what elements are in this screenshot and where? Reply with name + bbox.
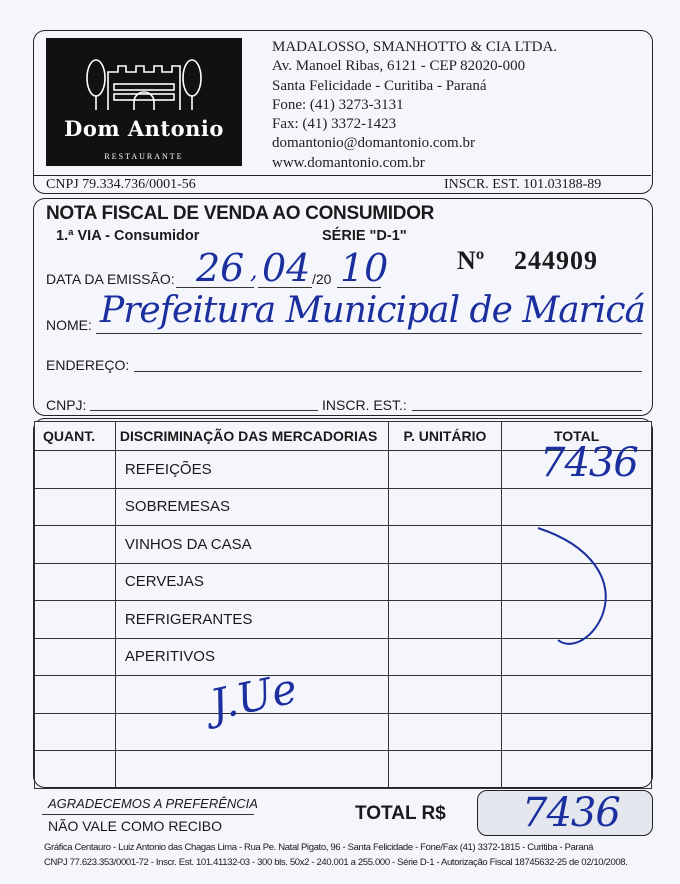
logo-name: Dom Antonio — [64, 116, 224, 141]
header-total: TOTAL — [502, 422, 652, 451]
header-description: DISCRIMINAÇÃO DAS MERCADORIAS — [115, 422, 389, 451]
item-description: CERVEJAS — [115, 563, 389, 601]
invoice-number: 244909 — [514, 246, 598, 275]
date-label: DATA DA EMISSÃO: — [46, 271, 175, 287]
company-web: www.domantonio.com.br — [272, 154, 425, 171]
footer-divider — [42, 814, 254, 815]
company-address: Av. Manoel Ribas, 6121 - CEP 82020-000 — [272, 58, 526, 75]
item-description: VINHOS DA CASA — [115, 526, 389, 564]
company-info — [272, 38, 557, 173]
table-row — [35, 751, 652, 789]
item-description: REFRIGERANTES — [115, 601, 389, 639]
item-description: REFEIÇÕES — [115, 451, 389, 489]
cnpj-line — [90, 410, 318, 411]
item-description: APERITIVOS — [115, 638, 389, 676]
company-phone: Fone: (41) 3273-3131 — [272, 96, 404, 113]
company-inscr: INSCR. EST. 101.03188-89 — [444, 177, 602, 192]
address-label: ENDEREÇO: — [46, 357, 130, 373]
printer-line-2: CNPJ 77.623.353/0001-72 - Inscr. Est. 101.41132-03 - 300 bls. 50x2 - 240.001 a 255.000 - Série D-1 - Autorização Fiscal 18745632-25 de 02/10/2008. — [44, 857, 628, 868]
invoice-number-label: Nº — [457, 246, 485, 275]
date-year-prefix: /20 — [312, 271, 332, 287]
inscr-line — [412, 410, 642, 411]
date-year: 10 — [340, 246, 389, 290]
first-total-value: 7436 — [540, 440, 638, 486]
invoice-via: 1.ª VIA - Consumidor — [56, 228, 200, 244]
name-label: NOME: — [46, 317, 92, 333]
table-row — [35, 713, 652, 751]
cnpj-label: CNPJ: — [46, 397, 87, 413]
total-label: TOTAL R$ — [355, 803, 446, 824]
header-unit-price: P. UNITÁRIO — [389, 422, 502, 451]
company-email: domantonio@domantonio.com.br — [272, 135, 475, 152]
header-quant: QUANT. — [35, 422, 116, 451]
date-month: 04 — [262, 246, 311, 290]
header-divider — [34, 175, 651, 176]
total-value: 7436 — [522, 790, 620, 836]
printer-line-1: Gráfica Centauro - Luiz Antonio das Chagas Lima - Rua Pe. Natal Pigato, 96 - Santa Felicidade - Fone/Fax (41) 3372-1815 - Curitiba - Paraná — [44, 842, 594, 853]
not-receipt-text: NÃO VALE COMO RECIBO — [48, 818, 222, 834]
table-row — [35, 676, 652, 714]
address-line — [134, 371, 642, 372]
logo-tagline: RESTAURANTE — [104, 152, 184, 161]
inscr-label: INSCR. EST.: — [322, 397, 407, 413]
company-city: Santa Felicidade - Curitiba - Paraná — [272, 77, 487, 94]
company-fax: Fax: (41) 3372-1423 — [272, 116, 397, 133]
thanks-text: AGRADECEMOS A PREFERÊNCIA — [48, 796, 258, 811]
date-day: 26 — [196, 246, 245, 290]
item-description — [115, 751, 389, 789]
company-name: MADALOSSO, SMANHOTTO & CIA LTDA. — [272, 39, 558, 55]
company-cnpj: CNPJ 79.334.736/0001-56 — [46, 177, 196, 192]
castle-icon — [46, 42, 242, 114]
logo — [46, 38, 242, 166]
dash-mark — [520, 520, 640, 680]
signature: J.Ue — [205, 663, 302, 730]
invoice-title: NOTA FISCAL DE VENDA AO CONSUMIDOR — [46, 203, 435, 224]
name-value: Prefeitura Municipal de Maricá — [100, 290, 645, 331]
date-separator: , — [250, 256, 258, 284]
name-line — [96, 333, 642, 334]
item-description: SOBREMESAS — [115, 488, 389, 526]
invoice-serie: SÉRIE "D-1" — [322, 228, 407, 244]
